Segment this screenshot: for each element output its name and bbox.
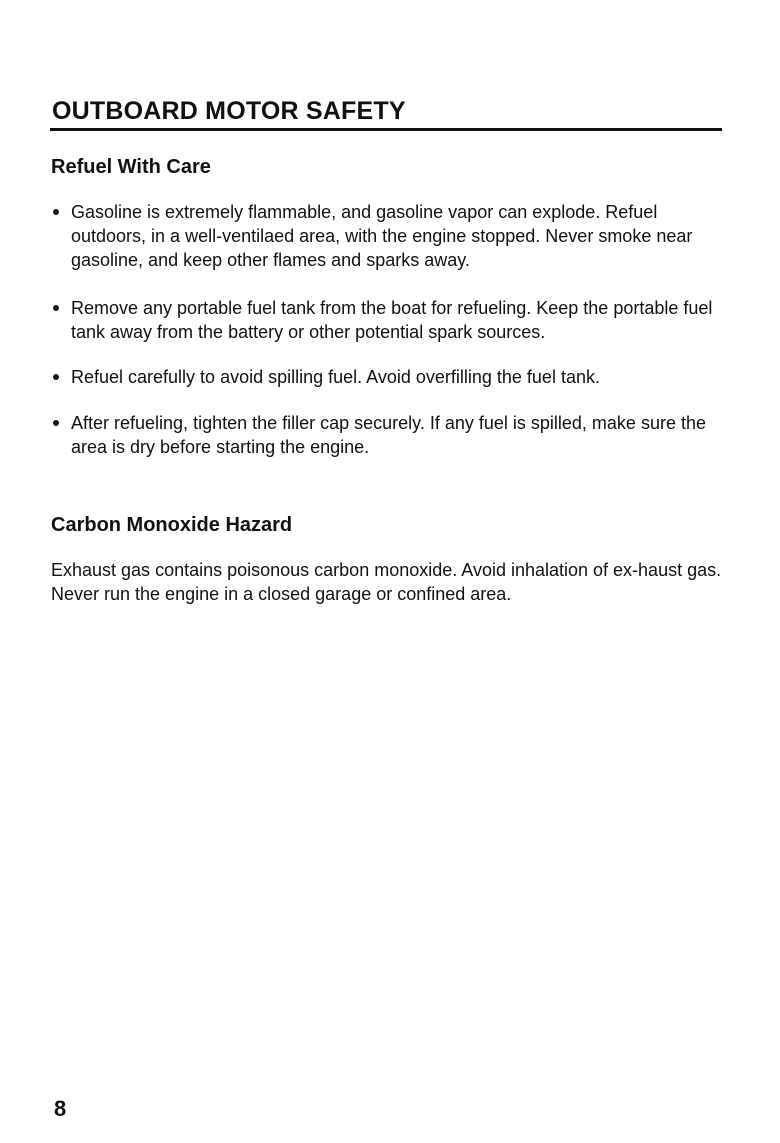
bullet-text: Remove any portable fuel tank from the boat for refueling. Keep the portable fuel tank away from the battery or other potential spark sources. — [71, 298, 713, 342]
section-heading-carbon-monoxide: Carbon Monoxide Hazard — [51, 514, 293, 536]
page-number: 8 — [54, 1096, 67, 1121]
page-title: OUTBOARD MOTOR SAFETY — [52, 97, 406, 125]
refuel-bullet-list — [51, 200, 723, 481]
bullet-text: Gasoline is extremely flammable, and gasoline vapor can explode. Refuel outdoors, in a well-ventilaed area, with the engine stopped. Never smoke near gasoline, and keep other flames and sparks away. — [71, 202, 693, 270]
bullet-text: Refuel carefully to avoid spilling fuel. Avoid overfilling the fuel tank. — [71, 367, 600, 387]
title-rule — [50, 128, 722, 131]
bullet-item — [51, 296, 723, 344]
bullet-item — [51, 200, 723, 272]
section-heading-refuel: Refuel With Care — [51, 156, 211, 178]
bullet-icon — [53, 420, 59, 426]
bullet-icon — [53, 305, 59, 311]
bullet-icon — [53, 374, 59, 380]
bullet-item — [51, 365, 723, 389]
bullet-item — [51, 411, 723, 459]
bullet-icon — [53, 209, 59, 215]
bullet-text: After refueling, tighten the filler cap securely. If any fuel is spilled, make sure the area is dry before starting the engine. — [71, 413, 706, 457]
carbon-monoxide-paragraph: Exhaust gas contains poisonous carbon monoxide. Avoid inhalation of ex-haust gas. Never run the engine in a closed garage or confined area. — [51, 560, 722, 604]
